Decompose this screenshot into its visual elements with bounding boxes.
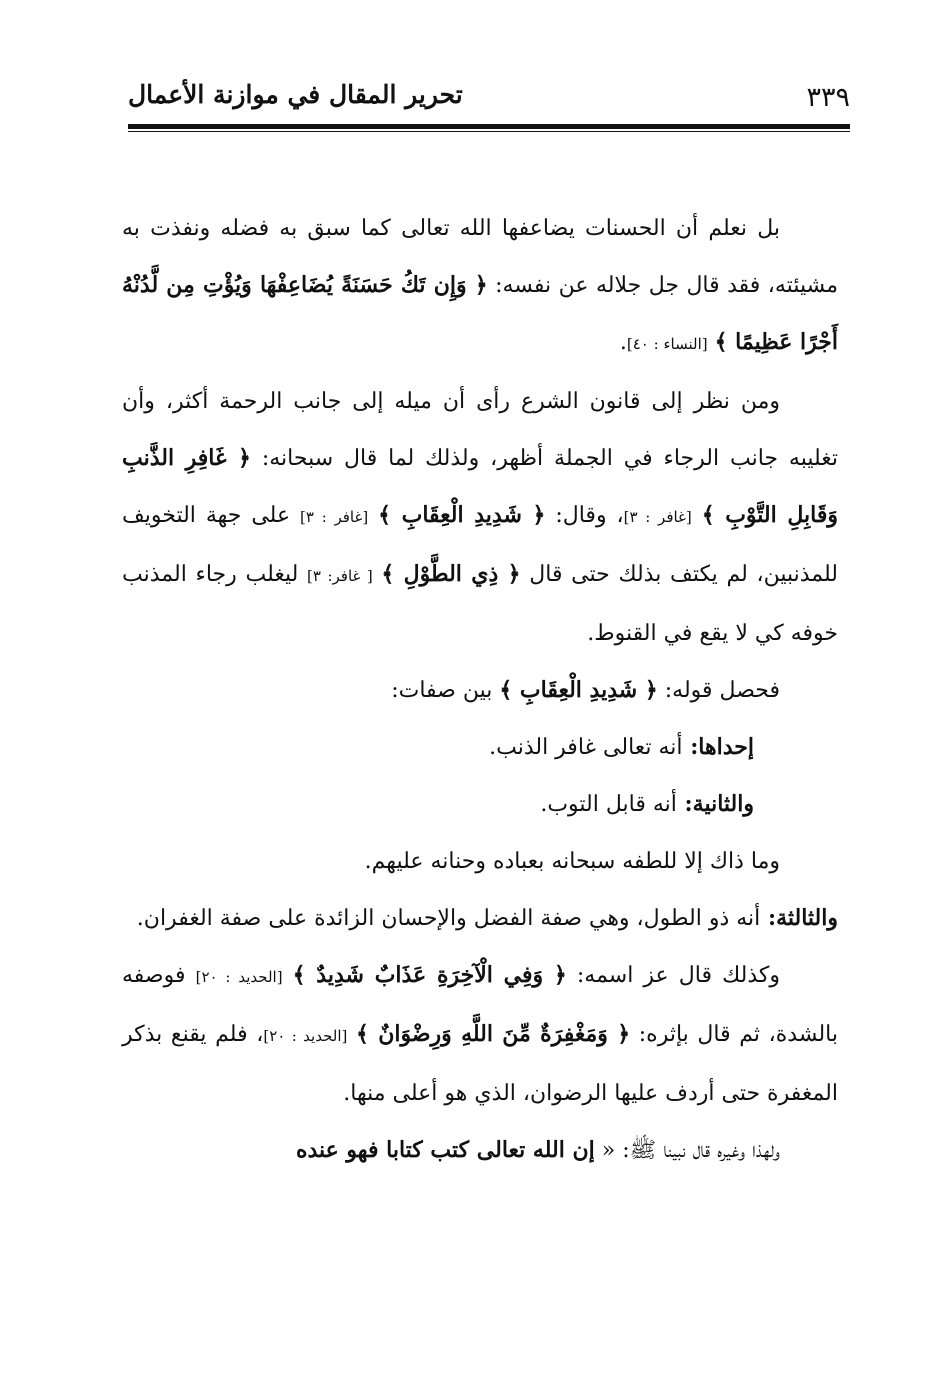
- quran-verse: ﴿ وَفِي الْآخِرَةِ عَذَابٌ شَدِيدٌ ﴾: [292, 962, 567, 988]
- text-run: [708, 330, 715, 355]
- text-run: ، وقال:: [545, 503, 624, 528]
- verse-reference: [الحديد : ٢٠]: [195, 968, 283, 986]
- text-run: [692, 503, 702, 528]
- paragraph-7: [122, 890, 838, 947]
- paragraph-8: [122, 947, 838, 1122]
- text-run: [283, 963, 293, 988]
- paragraph-6: [122, 833, 838, 890]
- text-run: [347, 1022, 356, 1047]
- page-header: [128, 78, 850, 118]
- running-title: تحرير المقال في موازنة الأعمال: [128, 80, 463, 109]
- text-run: فوصفه بالشدة، ثم قال بإثره:: [122, 963, 838, 1047]
- text-run: ليغلب رجاء المذنب خوفه كي لا يقع في القنوط.: [122, 562, 838, 646]
- verse-reference: [غافر : ٣]: [300, 508, 369, 526]
- header-rule-thick: [128, 124, 850, 129]
- text-run: ومن نظر إلى قانون الشرع رأى أن ميله إلى جانب الرحمة أكثر، وأن تغليبه جانب الرجاء في الجملة أظهر، ولذلك لما قال سبحانه:: [122, 389, 838, 471]
- quran-verse: ﴿ غَافِرِ الذَّنبِ وَقَابِلِ التَّوْبِ ﴾: [122, 445, 838, 528]
- quran-verse: ﴿ ذِي الطَّوْلِ ﴾: [381, 561, 521, 587]
- verse-reference: [ غافر: ٣]: [307, 567, 373, 585]
- body-text: [122, 200, 838, 1179]
- paragraph-9: [122, 1122, 838, 1179]
- verse-reference: [النساء : ٤٠]: [626, 335, 708, 353]
- text-run: أنه قابل التوب.: [540, 792, 677, 817]
- bold-text: إحداها:: [682, 734, 754, 760]
- header-rule-thin: [128, 131, 850, 132]
- text-run: بين صفات:: [391, 678, 500, 703]
- page-number: ٣٣٩: [806, 82, 850, 113]
- text-run: .: [619, 330, 627, 355]
- paragraph-3: [122, 662, 838, 719]
- quran-verse: ﴿ شَدِيدِ الْعِقَابِ ﴾: [378, 502, 546, 528]
- text-run: ولهذا وغيره قال نبينا ﷺ: «: [594, 1138, 780, 1163]
- quran-verse: ﴿ وَمَغْفِرَةٌ مِّنَ اللَّهِ وَرِضْوَانٌ ﴾: [356, 1021, 631, 1047]
- bold-text: والثانية:: [676, 791, 754, 817]
- text-run: على جهة التخويف للمذنبين، لم يكتف بذلك حتى قال: [122, 503, 838, 587]
- bold-text: إن الله تعالى كتب كتابا فهو عنده: [295, 1137, 595, 1163]
- text-run: ، فلم يقنع بذكر المغفرة حتى أردف عليها الرضوان، الذي هو أعلى منها.: [122, 1022, 838, 1106]
- paragraph-1: [122, 200, 838, 373]
- bold-text: والثالثة:: [760, 905, 838, 931]
- text-run: أنه تعالى غافر الذنب.: [489, 735, 683, 760]
- text-run: وكذلك قال عز اسمه:: [566, 963, 780, 988]
- text-run: [368, 503, 378, 528]
- verse-reference: [الحديد : ٢٠]: [263, 1027, 348, 1045]
- text-run: فحصل قوله:: [657, 678, 780, 703]
- paragraph-4: [122, 719, 838, 776]
- verse-reference: [غافر : ٣]: [623, 508, 692, 526]
- paragraph-5: [122, 776, 838, 833]
- quran-verse: ﴿ وَإِن تَكُ حَسَنَةً يُضَاعِفْهَا وَيُؤْتِ مِن لَّدُنْهُ أَجْرًا عَظِيمًا ﴾: [122, 272, 838, 355]
- paragraph-2: [122, 373, 838, 662]
- text-run: أنه ذو الطول، وهي صفة الفضل والإحسان الزائدة على صفة الغفران.: [136, 906, 761, 931]
- quran-verse: ﴿ شَدِيدِ الْعِقَابِ ﴾: [499, 677, 658, 703]
- text-run: بل نعلم أن الحسنات يضاعفها الله تعالى كما سبق به فضله ونفذت به مشيئته، فقد قال جل جلاله عن نفسه:: [122, 216, 839, 298]
- text-run: وما ذاك إلا للطفه سبحانه بعباده وحنانه عليهم.: [364, 849, 780, 874]
